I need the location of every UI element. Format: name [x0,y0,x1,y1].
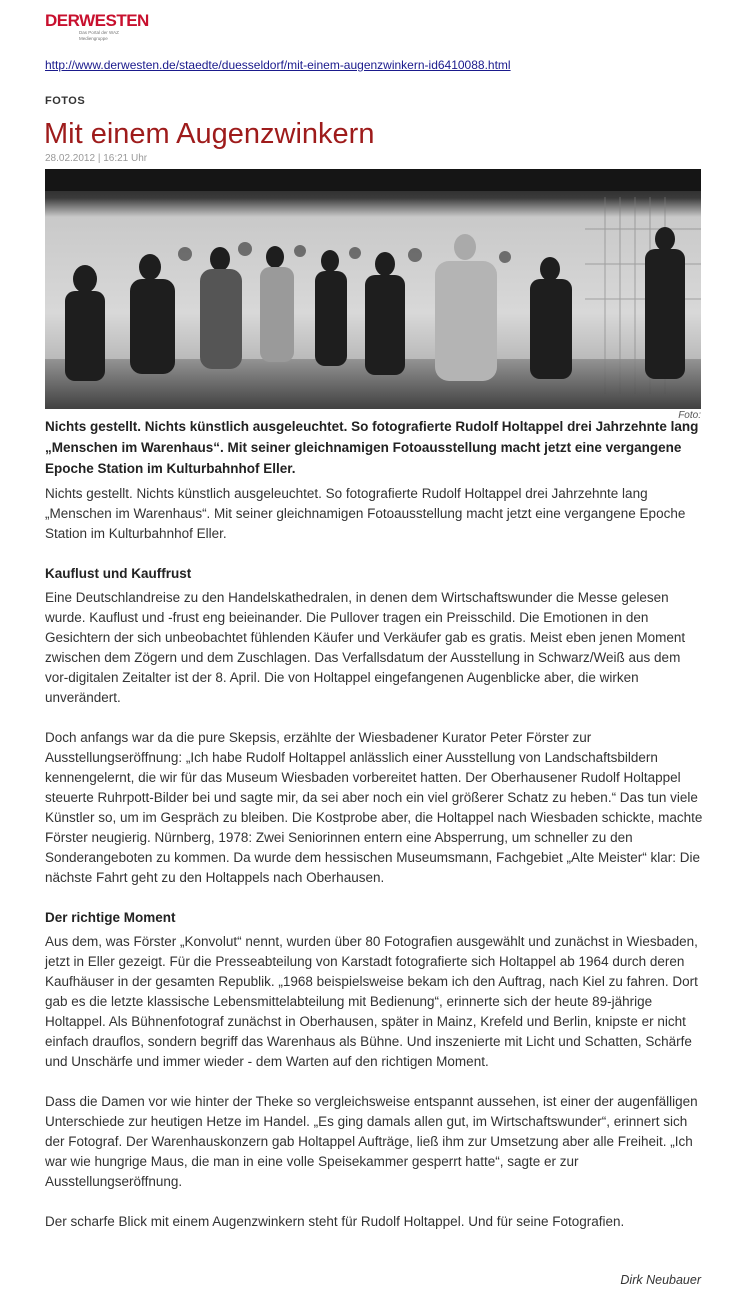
section-heading-kauflust: Kauflust und Kauffrust [45,566,192,581]
intro-paragraph: Nichts gestellt. Nichts künstlich ausgeleuchtet. So fotografierte Rudolf Holtappel drei Jahrzehnte lang „Menschen im Warenhaus“. Mit seiner gleichnamigen Fotoausstellung macht jetzt eine vergangene Epoche Station im Kulturbahnhof Eller. [45,486,686,541]
logo-tagline: Das Portal der WAZ Mediengruppe [79,30,119,41]
body-paragraph: Aus dem, was Förster „Konvolut“ nennt, wurden über 80 Fotografien ausgewählt und zunächst in Wiesbaden, jetzt in Eller gezeigt. Für die Presseabteilung von Karstadt fotografierte sich Holtappel ab 1964 durch deren Kaufhäuser in der gesamten Republik. „1968 beispielsweise bekam ich den Auftrag, nach Kiel zu fahren. Dort gab es die letzte klassische Lebensmittelabteilung mit Bedienung“, erinnerte sich der heute 89-jährige Holtappel. Als Bühnenfotograf zunächst in Oberhausen, später in Mainz, Krefeld und Berlin, knipste er nicht einfach drauflos, sondern begriff das Warenhaus als Bühne. Und inszenierte mit Licht und Schatten, Schärfe und Unschärfe und immer wieder - dem Warten auf den richtigen Moment. [45,934,698,1069]
department-store-crowd-photo [45,169,701,409]
article-author: Dirk Neubauer [620,1273,701,1287]
section-kicker: FOTOS [45,95,86,107]
closing-paragraph: Der scharfe Blick mit einem Augenzwinkern steht für Rudolf Holtappel. Und für seine Fotografien. [45,1214,625,1229]
logo-wordmark-der: DER [45,11,80,30]
body-paragraph: Eine Deutschlandreise zu den Handelskathedralen, in denen dem Wirtschaftswunder die Messe gelesen wurde. Kauflust und -frust eng beieinander. Die Pullover tragen ein Preisschild. Die Emotionen in den Gesichtern der sich unbeobachtet fühlenden Käufer und Verkäufer gab es gratis. Meist eben jenen Moment zwischen dem Zögern und dem Zuschlagen. Das Verfallsdatum der Ausstellung in Schwarz/Weiß aus dem vor-digitalen Zeitalter ist der 8. April. Die von Holtappel eingefangenen Augenblicke aber, die wirken unverändert. [45,590,686,705]
photo-credit: Foto: [678,410,701,421]
site-logo[interactable] [45,11,149,41]
body-paragraph: Doch anfangs war da die pure Skepsis, erzählte der Wiesbadener Kurator Peter Förster zur Ausstellungseröffnung: „Ich habe Rudolf Holtappel anlässlich einer Ausstellung von Landschaftsbildern kennengelernt, die wir für das Museum Wiesbaden vorbereitet hatten. Der Oberhausener Rudolf Holtappel steuerte Ruhrpott-Bilder bei und sagte mir, da sei aber noch ein viel größerer Schatz zu heben.“ Das tun viele Künstler so, um im Gespräch zu bleiben. Die Kostprobe aber, die Holtappel nach Wiesbaden schickte, machte Förster neugierig. Nürnberg, 1978: Zwei Seniorinnen entern eine Absperrung, um schneller zu den Sonderangeboten zu kommen. Da wurde dem hessischen Museumsmann, Fachgebiet „Alte Meister“ klar: Die nächste Fahrt geht zu den Holtappels nach Oberhausen. [45,730,703,885]
article-url-link[interactable]: http://www.derwesten.de/staedte/duesseldorf/mit-einem-augenzwinkern-id6410088.html [45,58,511,72]
article-body [45,484,705,1252]
body-paragraph: Dass die Damen vor wie hinter der Theke so vergleichsweise entspannt aussehen, ist einer der augenfälligen Unterschiede zur heutigen Hetze im Handel. „Es ging damals allen gut, im Wirtschaftswunder“, erinnert sich der Fotograf. Der Warenhauskonzern gab Holtappel Aufträge, ließ ihm zur Umsetzung aber alle Freiheit. „Ich war wie hungrige Maus, die man in eine volle Speisekammer gesperrt hatte“, sagte er zur Ausstellungseröffnung. [45,1094,698,1189]
logo-wordmark [45,11,149,30]
article-date: 28.02.2012 | 16:21 Uhr [45,153,148,164]
section-heading-moment: Der richtige Moment [45,910,176,925]
article-headline: Mit einem Augenzwinkern [44,118,375,150]
article-photo [45,169,701,409]
logo-wordmark-westen: WESTEN [79,11,149,30]
article-lead: Nichts gestellt. Nichts künstlich ausgeleuchtet. So fotografierte Rudolf Holtappel drei Jahrzehnte lang „Menschen im Warenhaus“. Mit seiner gleichnamigen Fotoausstellung macht jetzt eine vergangene Epoche Station im Kulturbahnhof Eller. [45,419,699,476]
